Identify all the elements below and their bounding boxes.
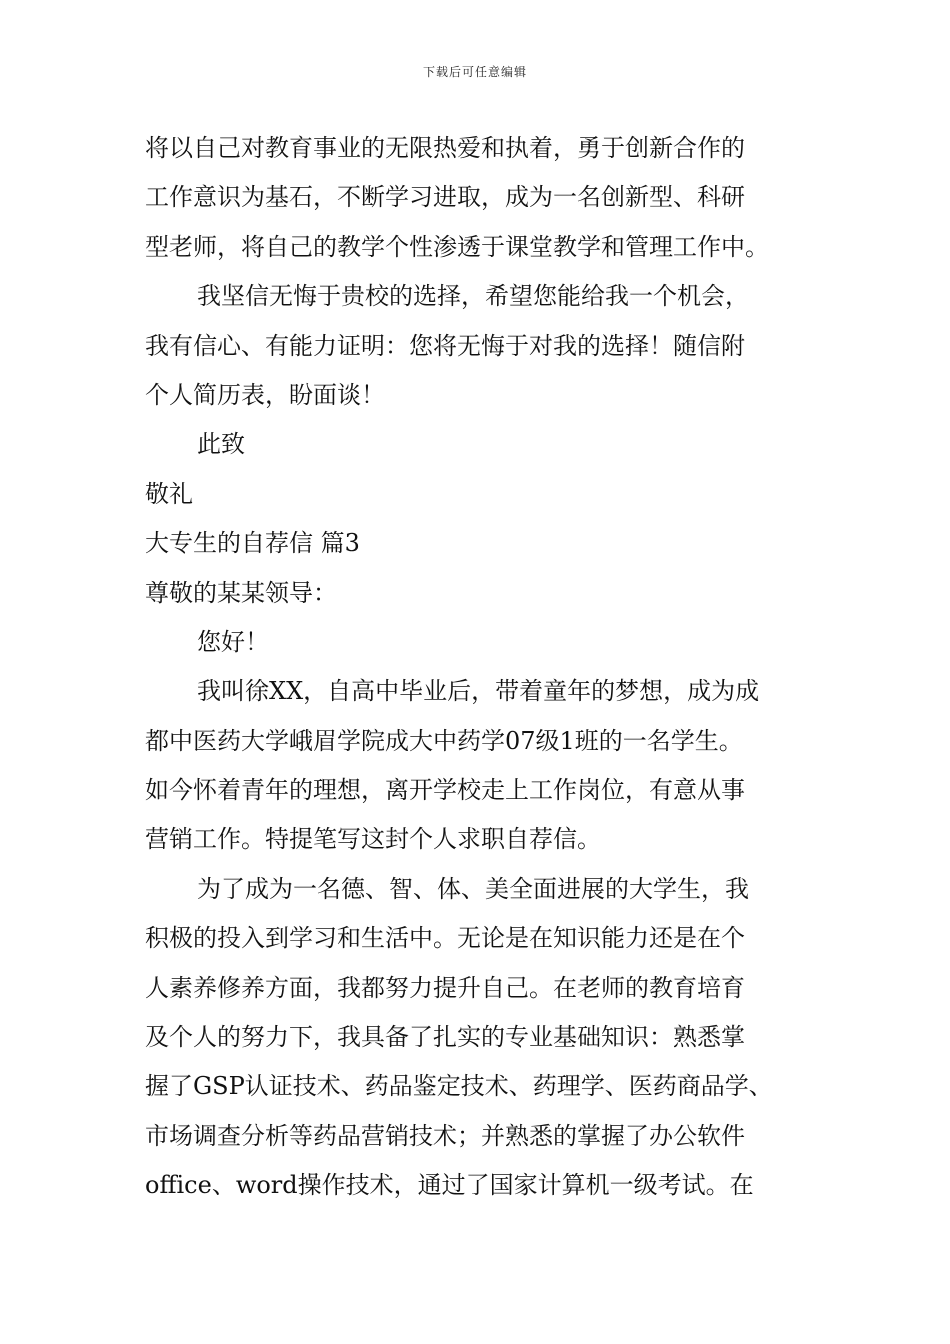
text-line: 将以自己对教育事业的无限热爱和执着，勇于创新合作的 [145,134,745,162]
closing-regards: 敬礼 [145,479,193,508]
text-line: 营销工作。特提笔写这封个人求职自荐信。 [145,825,601,854]
text-line: 我有信心、有能力证明：您将无悔于对我的选择！随信附 [145,331,745,360]
text-line: 型老师，将自己的教学个性渗透于课堂教学和管理工作中。 [145,232,769,261]
text-line: 个人简历表，盼面谈！ [145,380,385,409]
text-line: 都中医药大学峨眉学院成大中药学07级1班的一名学生。 [145,726,743,755]
text-line: 握了GSP认证技术、药品鉴定技术、药理学、医药商品学、 [145,1072,773,1101]
text-line: 人素养修养方面，我都努力提升自己。在老师的教育培育 [145,973,745,1002]
closing-salutation: 此致 [197,430,245,459]
text-line: 工作意识为基石，不断学习进取，成为一名创新型、科研 [145,183,745,212]
paragraph-start-line: 我叫徐XX，自高中毕业后，带着童年的梦想，成为成 [197,677,760,706]
text-line: 如今怀着青年的理想，离开学校走上工作岗位，有意从事 [145,776,745,805]
text-line: office、word操作技术，通过了国家计算机一级考试。在 [145,1171,754,1200]
text-line: 及个人的努力下，我具备了扎实的专业基础知识：熟悉掌 [145,1023,745,1052]
text-line: 积极的投入到学习和生活中。无论是在知识能力还是在个 [145,924,745,953]
paragraph-start-line: 我坚信无悔于贵校的选择，希望您能给我一个机会， [197,282,749,311]
section-title: 大专生的自荐信 篇3 [145,529,360,558]
document-body [145,124,810,1211]
letter-greeting: 您好！ [197,627,269,656]
text-line: 市场调查分析等药品营销技术；并熟悉的掌握了办公软件 [145,1121,745,1150]
letter-greeting-recipient: 尊敬的某某领导： [145,578,337,607]
page-header-note: 下载后可任意编辑 [422,65,527,79]
paragraph-start-line: 为了成为一名德、智、体、美全面进展的大学生，我 [197,874,749,903]
